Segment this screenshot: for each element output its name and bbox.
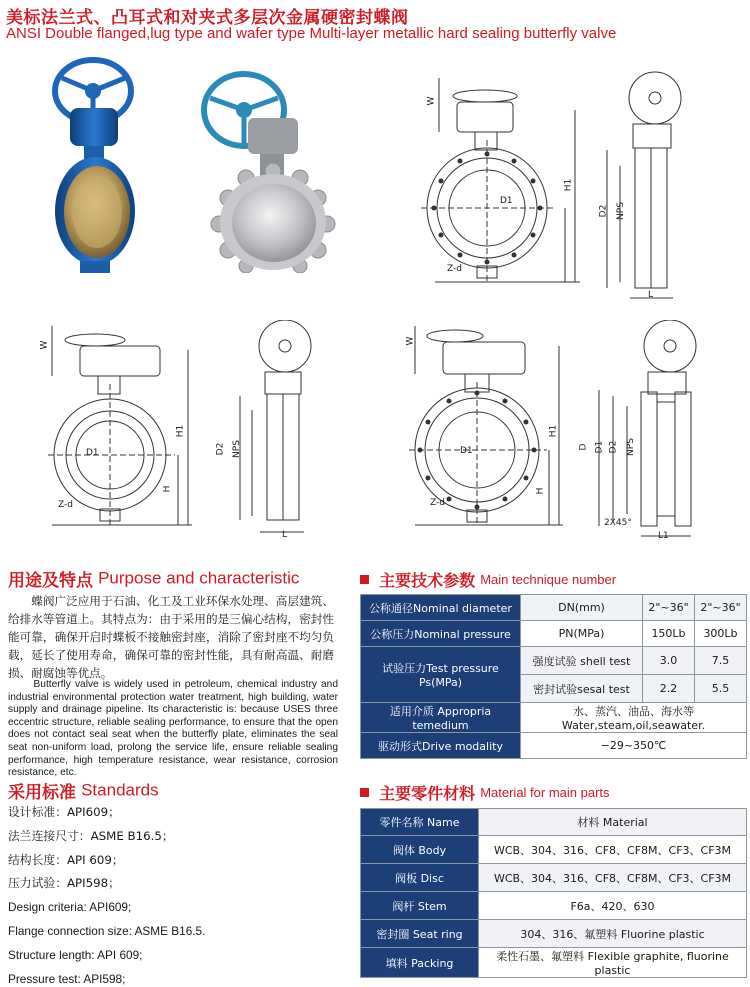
seal-test-label: 密封试验sesal test — [521, 675, 643, 703]
nominal-pressure-label: 公称压力Nominal pressure — [361, 621, 521, 647]
table-row — [361, 647, 747, 675]
label-chamfer-3: 2X45° — [604, 518, 632, 528]
table-row — [361, 836, 747, 864]
tech-heading-cn: 主要技术参数 — [379, 571, 476, 590]
table-row — [361, 809, 747, 836]
label-zd-1: Z-d — [447, 264, 462, 274]
label-d1-1: D1 — [500, 196, 513, 206]
label-h-2: H — [162, 485, 173, 493]
label-d1-3b: D1 — [594, 440, 605, 454]
materials-heading — [360, 781, 610, 804]
standard-item: Design criteria: API609; — [8, 900, 132, 915]
drive-value: −29~350℃ — [521, 733, 747, 759]
tech-heading-en: Main technique number — [480, 572, 617, 587]
standards-heading-cn: 采用标准 — [8, 783, 76, 803]
part-name: 填料 Packing — [361, 948, 479, 978]
label-d1-3: D1 — [460, 446, 473, 456]
page-title-cn: 美标法兰式、凸耳式和对夹式多层次金属硬密封蝶阀 — [6, 8, 409, 28]
label-zd-2: Z-d — [58, 500, 73, 510]
label-w-1: W — [426, 96, 437, 106]
materials-heading-en: Material for main parts — [480, 785, 610, 800]
label-l-2: L — [282, 530, 288, 540]
seal-test-v2: 5.5 — [695, 675, 747, 703]
purpose-text-en: Butterfly valve is widely used in petroleum, chemical industry and industrial environmental protection water treatment, high building, water supply and drainage pipeline. Its characteristic is: because USES three eccentric structure, reliable sealing performance, to ensure that the open does not contact seal seat when the butterfly plate, eliminates the seal seat non-uniform load, prolong the service life, ensure reliable sealing performance, high temperature resistance, wear resistance, corrosion resistance, etc. — [8, 679, 338, 779]
standard-item: Structure length: API 609; — [8, 947, 143, 962]
medium-value-en: Water,steam,oil,seawater. — [561, 719, 706, 732]
heading-marker-icon — [360, 575, 369, 584]
table-row — [361, 621, 747, 647]
table-row — [361, 595, 747, 621]
purpose-heading-cn: 用途及特点 — [8, 571, 93, 591]
label-h1-1: H1 — [563, 178, 574, 192]
part-name: 阀板 Disc — [361, 864, 479, 892]
valve-photo-lug — [200, 68, 340, 273]
part-material: WCB、304、316、CF8、CF8M、CF3、CF3M — [479, 836, 747, 864]
test-pressure-label-unit: Ps(MPa) — [418, 676, 463, 689]
label-d2-2: D2 — [215, 442, 226, 456]
table-row — [361, 892, 747, 920]
label-h1-2: H1 — [175, 424, 186, 438]
tech-heading — [360, 568, 616, 591]
standards-heading-en: Standards — [81, 780, 159, 800]
standard-item: Flange connection size: ASME B16.5. — [8, 923, 206, 938]
medium-value-cn: 水、蒸汽、油品、海水等 — [573, 705, 694, 718]
label-nps-2: NPS — [231, 440, 242, 458]
drawing-wafer-type — [40, 320, 340, 545]
part-material: 304、316、氟塑料 Fluorine plastic — [479, 920, 747, 948]
label-d-3: D — [578, 443, 589, 451]
materials-table — [360, 808, 747, 978]
label-l1-3: L1 — [658, 531, 669, 541]
medium-value — [521, 703, 747, 733]
label-d2-3: D2 — [608, 440, 619, 454]
label-zd-3: Z-d — [430, 498, 445, 508]
shell-test-label: 强度试验 shell test — [521, 647, 643, 675]
label-nps-1: NPS — [615, 202, 626, 220]
standard-item: 法兰连接尺寸：ASME B16.5； — [8, 828, 174, 843]
nominal-diameter-v2: 2"~36" — [695, 595, 747, 621]
nominal-diameter-v1: 2"~36" — [643, 595, 695, 621]
purpose-heading — [8, 566, 299, 591]
label-d1-2: D1 — [86, 448, 99, 458]
test-pressure-label-cn: 试验压力Test pressure — [382, 662, 499, 675]
page-title-en: ANSI Double flanged,lug type and wafer type Multi-layer metallic hard sealing butterfly valve — [6, 25, 617, 42]
materials-header-material: 材料 Material — [479, 809, 747, 836]
heading-marker-icon — [360, 788, 369, 797]
shell-test-v2: 7.5 — [695, 647, 747, 675]
standard-item: 结构长度：API 609； — [8, 852, 124, 867]
standard-item: Pressure test: API598; — [8, 971, 126, 986]
label-w-2: W — [39, 340, 50, 350]
label-h-3: H — [535, 487, 546, 495]
part-name: 密封圈 Seat ring — [361, 920, 479, 948]
nominal-pressure-unit: PN(MPa) — [521, 621, 643, 647]
nominal-pressure-v2: 300Lb — [695, 621, 747, 647]
drive-label: 驱动形式Drive modality — [361, 733, 521, 759]
standard-item: 压力试验：API598； — [8, 876, 120, 891]
tech-table — [360, 594, 747, 759]
table-row — [361, 948, 747, 978]
purpose-text-cn: 蝶阀广泛应用于石油、化工及工业环保水处理、高层建筑、给排水等管道上。其特点为：由于采用的是三偏心结构，密封性能可靠，确保开启时蝶板不接触密封座，消除了密封座不均匀负载，延长了使用寿命，确保可靠的密封性能，具有耐高温、耐磨损、耐腐蚀等优点。 — [8, 594, 334, 680]
part-material: F6a、420、630 — [479, 892, 747, 920]
part-material: WCB、304、316、CF8、CF8M、CF3、CF3M — [479, 864, 747, 892]
nominal-diameter-label: 公称通径Nominal diameter — [361, 595, 521, 621]
purpose-heading-en: Purpose and characteristic — [98, 568, 300, 588]
standard-item: 设计标准：API609； — [8, 805, 120, 819]
table-row — [361, 703, 747, 733]
nominal-diameter-unit: DN(mm) — [521, 595, 643, 621]
table-row — [361, 733, 747, 759]
seal-test-v1: 2.2 — [643, 675, 695, 703]
table-row — [361, 920, 747, 948]
label-l-1: L — [648, 290, 654, 300]
standards-heading — [8, 778, 159, 803]
part-name: 阀杆 Stem — [361, 892, 479, 920]
part-material: 柔性石墨、氟塑料 Flexible graphite, fluorine plastic — [479, 948, 747, 978]
medium-label: 适用介质 Appropria temedium — [361, 703, 521, 733]
materials-heading-cn: 主要零件材料 — [379, 784, 476, 803]
standards-list — [8, 801, 348, 987]
label-d2-1: D2 — [598, 204, 609, 218]
valve-photo-blue — [40, 56, 140, 278]
part-name: 阀体 Body — [361, 836, 479, 864]
test-pressure-label — [361, 647, 521, 703]
nominal-pressure-v1: 150Lb — [643, 621, 695, 647]
materials-header-part: 零件名称 Name — [361, 809, 479, 836]
label-h1-3: H1 — [548, 424, 559, 438]
label-w-3: W — [405, 336, 416, 346]
drawing-double-flanged-type — [405, 320, 725, 545]
label-nps-3: NPS — [625, 438, 636, 456]
shell-test-v1: 3.0 — [643, 647, 695, 675]
table-row — [361, 864, 747, 892]
